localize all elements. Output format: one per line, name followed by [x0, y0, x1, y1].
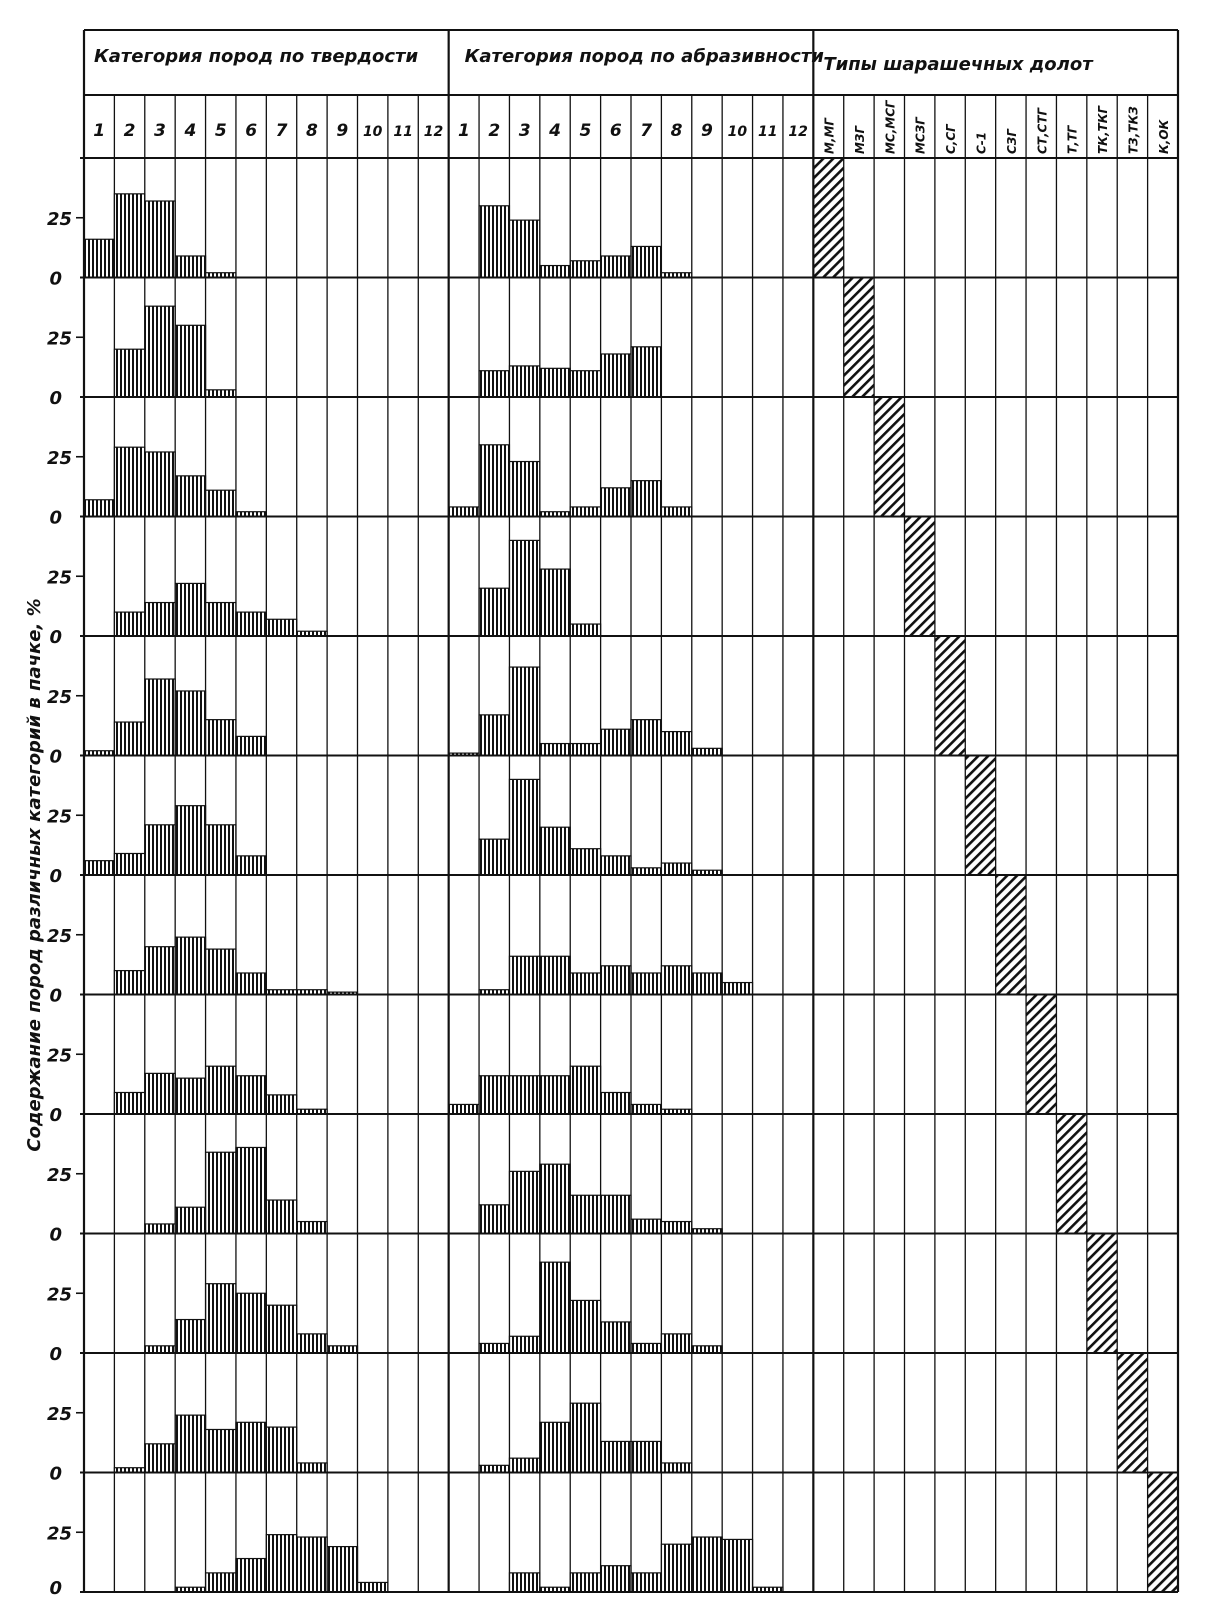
abrasiveness-bar	[479, 1343, 509, 1353]
y-tick-label: 25	[46, 806, 72, 828]
abrasiveness-bar	[722, 983, 752, 995]
hardness-bar	[175, 691, 205, 756]
hardness-bar	[84, 239, 114, 277]
hardness-bar	[145, 1444, 175, 1473]
abrasiveness-bar	[479, 445, 509, 517]
bit-type-cell	[1087, 1234, 1117, 1354]
abrasiveness-bar	[631, 1343, 661, 1353]
abrasiveness-bar	[601, 1322, 631, 1353]
hardness-bar	[236, 856, 266, 875]
abrasiveness-bar	[449, 1104, 479, 1114]
abrasiveness-bar	[601, 354, 631, 397]
abrasiveness-bar	[692, 748, 722, 755]
bit-type-label: Т,ТГ	[1065, 125, 1080, 154]
hardness-bar	[236, 612, 266, 636]
hardness-bar	[175, 1207, 205, 1233]
bit-type-label: С,СГ	[944, 124, 959, 154]
abrasiveness-bar	[509, 1458, 539, 1472]
abrasiveness-bar	[601, 1566, 631, 1592]
abrasiveness-category-label: 9	[701, 121, 713, 141]
abrasiveness-bar	[601, 488, 631, 517]
abrasiveness-bar	[479, 1465, 509, 1472]
hardness-bar	[358, 1582, 388, 1592]
abrasiveness-bar	[631, 1573, 661, 1592]
hardness-bar	[114, 722, 144, 755]
hardness-bar	[175, 256, 205, 278]
abrasiveness-bar	[449, 507, 479, 517]
bit-type-label: СТ,СТГ	[1035, 107, 1050, 154]
hardness-bar	[236, 736, 266, 755]
hardness-bar	[297, 1537, 327, 1592]
hardness-bar	[114, 853, 144, 875]
hardness-bar	[266, 1200, 296, 1233]
hardness-bar	[84, 861, 114, 875]
hardness-bar	[206, 1066, 236, 1114]
abrasiveness-bar	[601, 729, 631, 755]
y-tick-label: 25	[46, 686, 72, 708]
abrasiveness-bar	[570, 744, 600, 756]
abrasiveness-bar	[631, 246, 661, 277]
y-tick-label: 0	[49, 627, 62, 648]
abrasiveness-bar	[509, 1336, 539, 1353]
bit-type-cell	[935, 636, 965, 756]
hardness-bar	[114, 194, 144, 278]
abrasiveness-bar	[540, 827, 570, 875]
hardness-bar	[175, 1078, 205, 1114]
abrasiveness-bar	[631, 973, 661, 995]
hardness-bar	[145, 306, 175, 397]
abrasiveness-bar	[601, 1441, 631, 1472]
hardness-bar	[145, 201, 175, 277]
abrasiveness-bar	[479, 206, 509, 278]
y-tick-label: 0	[49, 1224, 62, 1246]
y-tick-label: 0	[49, 1344, 62, 1365]
bit-type-label: МС,МСГ	[883, 100, 898, 154]
abrasiveness-bar	[692, 1537, 722, 1592]
abrasiveness-bar	[601, 856, 631, 875]
abrasiveness-bar	[479, 588, 509, 636]
hardness-bar	[266, 1305, 296, 1353]
hardness-bar	[236, 1422, 266, 1472]
abrasiveness-category-label: 4	[549, 121, 561, 141]
y-tick-label: 25	[46, 328, 72, 350]
hardness-category-label: 1	[93, 121, 106, 141]
hardness-bar	[266, 1095, 296, 1114]
abrasiveness-bar	[509, 1076, 539, 1114]
hardness-category-label: 5	[214, 121, 227, 141]
abrasiveness-bar	[509, 1171, 539, 1233]
y-tick-label: 25	[46, 1523, 72, 1545]
hardness-bar	[206, 949, 236, 994]
hardness-bar	[206, 1152, 236, 1233]
bit-type-cell	[965, 756, 995, 876]
abrasiveness-bar	[601, 256, 631, 278]
y-tick-label: 25	[46, 567, 72, 589]
y-tick-label: 0	[49, 985, 62, 1007]
hardness-header: Категория пород по твердости	[94, 46, 419, 67]
hardness-category-label: 4	[184, 121, 197, 141]
hardness-bar	[266, 619, 296, 636]
hardness-bar	[175, 1320, 205, 1353]
y-tick-label: 0	[49, 866, 62, 887]
bit-type-label: СЗГ	[1004, 129, 1019, 154]
hardness-bar	[206, 603, 236, 636]
y-tick-label: 0	[49, 268, 62, 290]
abrasiveness-bar	[661, 1463, 691, 1473]
abrasiveness-bar	[509, 220, 539, 277]
hardness-bar	[297, 1334, 327, 1353]
abrasiveness-category-label: 2	[488, 121, 501, 141]
hardness-bar	[327, 1547, 357, 1592]
abrasiveness-category-label: 6	[609, 121, 622, 141]
hardness-category-label: 12	[423, 124, 444, 140]
abrasiveness-bar	[509, 540, 539, 636]
bit-types-header: Типы шарашечных долот	[823, 54, 1093, 75]
abrasiveness-bar	[540, 1422, 570, 1472]
abrasiveness-bar	[570, 507, 600, 517]
hardness-bar	[145, 825, 175, 875]
y-tick-label: 25	[46, 925, 72, 947]
abrasiveness-bar	[601, 1195, 631, 1233]
abrasiveness-bar	[661, 1334, 691, 1353]
abrasiveness-category-label: 3	[518, 121, 531, 141]
abrasiveness-bar	[570, 849, 600, 875]
abrasiveness-bar	[631, 1104, 661, 1114]
abrasiveness-bar	[631, 347, 661, 397]
hardness-bar	[206, 390, 236, 397]
hardness-category-label: 9	[336, 121, 349, 141]
abrasiveness-bar	[540, 368, 570, 397]
abrasiveness-bar	[540, 1076, 570, 1114]
abrasiveness-bar	[570, 624, 600, 636]
hardness-bar	[145, 1073, 175, 1114]
y-axis-label: Содержание пород различных категорий в пачке, %	[24, 598, 45, 1152]
hardness-category-label: 6	[245, 121, 258, 141]
abrasiveness-category-label: 12	[788, 124, 808, 140]
abrasiveness-bar	[692, 1346, 722, 1353]
y-tick-label: 25	[46, 208, 72, 230]
y-tick-label: 25	[46, 1403, 72, 1425]
bit-type-label: М,МГ	[822, 117, 837, 154]
abrasiveness-bar	[570, 1573, 600, 1592]
hardness-bar	[175, 325, 205, 397]
abrasiveness-category-label: 1	[457, 121, 470, 141]
hardness-bar	[206, 490, 236, 516]
y-tick-label: 0	[49, 388, 62, 409]
hardness-bar	[206, 1573, 236, 1592]
hardness-category-label: 2	[123, 121, 136, 141]
abrasiveness-bar	[570, 1300, 600, 1353]
abrasiveness-bar	[540, 956, 570, 994]
abrasiveness-bar	[631, 1219, 661, 1233]
abrasiveness-category-label: 7	[640, 121, 653, 141]
hardness-bar	[175, 476, 205, 517]
abrasiveness-category-label: 5	[579, 121, 592, 141]
abrasiveness-bar	[661, 966, 691, 995]
hardness-bar	[175, 937, 205, 994]
hardness-bar	[236, 1559, 266, 1592]
abrasiveness-bar	[570, 1066, 600, 1114]
abrasiveness-bar	[479, 371, 509, 397]
bit-type-label: ТЗ,ТКЗ	[1126, 106, 1141, 154]
y-tick-label: 0	[49, 1105, 62, 1126]
hardness-bar	[236, 1076, 266, 1114]
abrasiveness-bar	[540, 744, 570, 756]
bit-type-cell	[813, 158, 843, 278]
abrasiveness-bar	[601, 966, 631, 995]
abrasiveness-header: Категория пород по абразивности	[464, 46, 824, 67]
hardness-category-label: 7	[275, 121, 288, 141]
hardness-bar	[266, 1535, 296, 1592]
abrasiveness-bar	[631, 1441, 661, 1472]
hardness-bar	[175, 583, 205, 636]
abrasiveness-category-label: 10	[727, 124, 748, 140]
y-tick-label: 25	[46, 1164, 72, 1186]
hardness-bar	[206, 1284, 236, 1353]
abrasiveness-bar	[661, 507, 691, 517]
y-tick-label: 0	[49, 1578, 62, 1599]
abrasiveness-bar	[509, 956, 539, 994]
y-tick-label: 0	[49, 746, 62, 768]
abrasiveness-bar	[479, 715, 509, 756]
hardness-bar	[236, 973, 266, 995]
hardness-bar	[114, 612, 144, 636]
abrasiveness-bar	[479, 839, 509, 875]
bit-type-cell	[996, 875, 1026, 995]
bit-type-cell	[1117, 1353, 1147, 1473]
abrasiveness-category-label: 8	[670, 121, 683, 141]
bit-type-label: МЗГ	[852, 125, 867, 154]
y-tick-label: 25	[46, 447, 72, 469]
abrasiveness-bar	[631, 868, 661, 875]
hardness-bar	[84, 500, 114, 517]
abrasiveness-bar	[570, 1195, 600, 1233]
hardness-bar	[145, 679, 175, 755]
hardness-category-label: 11	[393, 124, 413, 140]
bit-type-cell	[844, 278, 874, 398]
bit-type-cell	[905, 517, 935, 637]
hardness-bar	[114, 447, 144, 516]
abrasiveness-category-label: 11	[758, 124, 778, 140]
hardness-bar	[175, 806, 205, 875]
abrasiveness-bar	[570, 1403, 600, 1472]
abrasiveness-bar	[540, 569, 570, 636]
abrasiveness-bar	[540, 266, 570, 278]
abrasiveness-bar	[631, 720, 661, 756]
abrasiveness-bar	[661, 1222, 691, 1234]
y-tick-label: 25	[46, 1284, 72, 1306]
abrasiveness-bar	[722, 1539, 752, 1592]
hardness-bar	[236, 1147, 266, 1233]
abrasiveness-bar	[540, 1164, 570, 1233]
hardness-bar	[145, 452, 175, 517]
abrasiveness-bar	[479, 1076, 509, 1114]
abrasiveness-bar	[540, 1262, 570, 1353]
bit-type-label: К,ОК	[1156, 119, 1171, 154]
hardness-bar	[206, 1429, 236, 1472]
abrasiveness-bar	[570, 261, 600, 278]
abrasiveness-bar	[661, 1544, 691, 1592]
abrasiveness-bar	[509, 1573, 539, 1592]
abrasiveness-bar	[509, 462, 539, 517]
hardness-bar	[206, 720, 236, 756]
abrasiveness-bar	[692, 973, 722, 995]
hardness-category-label: 8	[305, 121, 318, 141]
abrasiveness-bar	[509, 779, 539, 875]
abrasiveness-bar	[661, 863, 691, 875]
bit-type-cell	[1026, 995, 1056, 1115]
hardness-bar	[206, 825, 236, 875]
hardness-bar	[297, 1463, 327, 1473]
hardness-bar	[175, 1415, 205, 1472]
abrasiveness-bar	[479, 1205, 509, 1234]
bit-type-cell	[874, 397, 904, 517]
hardness-bar	[297, 1222, 327, 1234]
hardness-bar	[327, 1346, 357, 1353]
hardness-bar	[114, 349, 144, 397]
hardness-bar	[145, 947, 175, 995]
bit-type-cell	[1148, 1473, 1178, 1593]
hardness-bar	[114, 971, 144, 995]
abrasiveness-bar	[509, 667, 539, 755]
hardness-bar	[114, 1092, 144, 1114]
hardness-bar	[266, 1427, 296, 1472]
y-tick-label: 0	[49, 507, 62, 529]
bit-type-label: МСЗГ	[913, 117, 928, 154]
abrasiveness-bar	[570, 973, 600, 995]
abrasiveness-bar	[601, 1092, 631, 1114]
abrasiveness-bar	[631, 481, 661, 517]
hardness-category-label: 3	[154, 121, 166, 141]
bit-type-label: ТК,ТКГ	[1096, 105, 1111, 154]
bit-type-cell	[1056, 1114, 1086, 1234]
hardness-bar	[236, 1293, 266, 1353]
abrasiveness-bar	[509, 366, 539, 397]
y-tick-label: 0	[49, 1463, 62, 1485]
abrasiveness-bar	[570, 371, 600, 397]
bit-type-label: С-1	[974, 131, 989, 154]
hardness-category-label: 10	[362, 124, 383, 140]
hardness-bar	[145, 603, 175, 636]
abrasiveness-bar	[661, 732, 691, 756]
hardness-bar	[145, 1224, 175, 1234]
hardness-bar	[145, 1346, 175, 1353]
y-tick-label: 25	[46, 1045, 72, 1067]
